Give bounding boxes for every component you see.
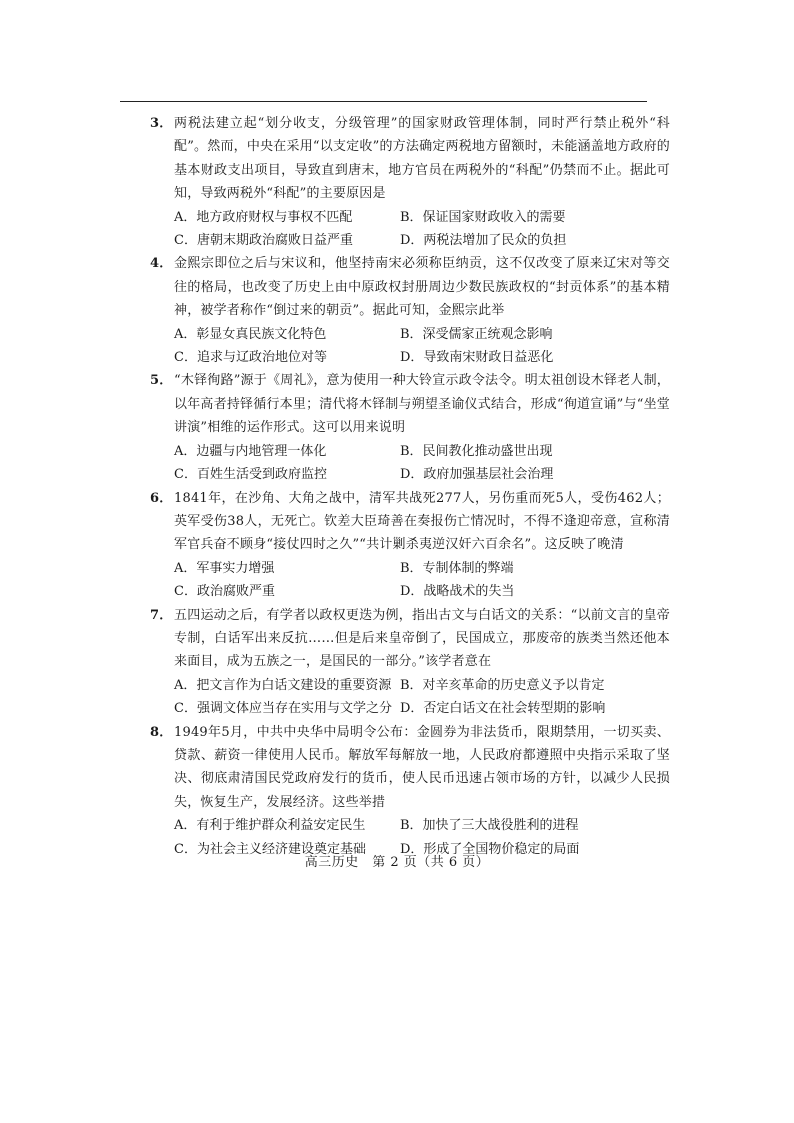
question-3 — [150, 112, 670, 252]
option-b: B．民间教化推动盛世出现 — [400, 443, 553, 459]
option-d: D．导致南宋财政日益恶化 — [400, 350, 554, 366]
question-text: 金熙宗即位之后与宋议和，他坚持南宋必须称臣纳贡，这不仅改变了原来辽宋对等交往的格局，也改变了历史上由中原政权封册周边少数民族政权的“封贡体系”的基本精神，被学者称作“倒过来的朝贡”。据此可知，金熙宗此举 — [174, 256, 670, 319]
option-a: A．把文言作为白话文建设的重要资源 — [174, 677, 392, 693]
option-b: B．深受儒家正统观念影响 — [400, 326, 553, 342]
question-text: 两税法建立起“划分收支，分级管理”的国家财政管理体制，同时严行禁止税外“科配”。然而，中央在采用“以支定收”的方法确定两税地方留额时，未能涵盖地方政府的基本财政支出项目，导致直到唐末，地方官员在两税外的“科配”仍禁而不止。据此可知，导致两税外“科配”的主要原因是 — [174, 116, 670, 202]
option-c: C．追求与辽政治地位对等 — [174, 350, 327, 366]
question-list — [150, 112, 670, 861]
option-d: D．否定白话文在社会转型期的影响 — [400, 701, 606, 717]
option-a: A．地方政府财权与事权不匹配 — [174, 209, 353, 225]
page-footer: 高三历史 第 2 页（共 6 页） — [304, 855, 490, 870]
question-text: “木铎徇路”源于《周礼》，意为使用一种大铃宣示政令法令。明太祖创设木铎老人制，以年高者持铎循行本里；清代将木铎制与朔望圣谕仪式结合，形成“徇道宣诵”与“坐堂讲演”相维的运作形式。这可以用来说明 — [174, 373, 670, 436]
option-b: B．加快了三大战役胜利的进程 — [400, 818, 579, 834]
option-c: C．唐朝末期政治腐败日益严重 — [174, 233, 353, 249]
question-number: 6． — [150, 490, 173, 506]
question-stem — [150, 369, 670, 439]
options — [150, 440, 670, 487]
question-5 — [150, 369, 670, 486]
options — [150, 557, 670, 604]
option-a: A．彰显女真民族文化特色 — [174, 326, 327, 342]
option-d: D．政府加强基层社会治理 — [400, 467, 554, 483]
question-stem — [150, 721, 670, 815]
option-c: C．政治腐败严重 — [174, 584, 275, 600]
option-a: A．军事实力增强 — [174, 560, 275, 576]
option-a: A．有利于维护群众利益安定民生 — [174, 818, 366, 834]
question-stem — [150, 112, 670, 206]
options — [150, 206, 670, 253]
option-d: D．战略战术的失当 — [400, 584, 515, 600]
question-text: 1841年，在沙角、大角之战中，清军共战死277人，另伤重而死5人，受伤462人；英军受伤38人，无死亡。钦差大臣琦善在奏报伤亡情况时，不得不逢迎帝意，宣称清军官兵奋不顾身“接仗四时之久”“共计剿杀夷逆汉奸六百余名”。这反映了晚清 — [174, 490, 670, 553]
question-8 — [150, 721, 670, 861]
option-b: B．对辛亥革命的历史意义予以肯定 — [400, 677, 605, 693]
question-number: 8． — [150, 724, 173, 740]
option-d: D．两税法增加了民众的负担 — [400, 233, 567, 249]
option-c: C．百姓生活受到政府监控 — [174, 467, 327, 483]
question-number: 5． — [150, 373, 173, 389]
option-d: D．形成了全国物价稳定的局面 — [400, 841, 580, 857]
question-number: 4． — [150, 256, 173, 272]
top-rule — [120, 101, 647, 102]
option-c: C．为社会主义经济建设奠定基础 — [174, 841, 366, 857]
question-text: 1949年5月，中共中央华中局明令公布：金圆券为非法货币，限期禁用，一切买卖、贷款、薪资一律使用人民币。解放军每解放一地，人民政府都遵照中央指示采取了坚决、彻底肃清国民党政府发行的货币，使人民币迅速占领市场的方针，以减少人民损失，恢复生产，发展经济。这些举措 — [174, 724, 670, 810]
question-stem — [150, 604, 670, 674]
option-b: B．专制体制的弊端 — [400, 560, 514, 576]
options — [150, 323, 670, 370]
question-6 — [150, 487, 670, 604]
question-7 — [150, 604, 670, 721]
question-4 — [150, 252, 670, 369]
question-text: 五四运动之后，有学者以政权更迭为例，指出古文与白话文的关系：“以前文言的皇帝专制，白话军出来反抗……但是后来皇帝倒了，民国成立，那废帝的族类当然还他本来面目，成为五族之一，是国民的一部分。”该学者意在 — [174, 607, 670, 670]
option-b: B．保证国家财政收入的需要 — [400, 209, 566, 225]
options — [150, 674, 670, 721]
question-stem — [150, 487, 670, 557]
question-number: 3． — [150, 116, 173, 131]
option-c: C．强调文体应当存在实用与文学之分 — [174, 701, 392, 717]
option-a: A．边疆与内地管理一体化 — [174, 443, 327, 459]
question-stem — [150, 252, 670, 322]
question-number: 7． — [150, 607, 173, 623]
